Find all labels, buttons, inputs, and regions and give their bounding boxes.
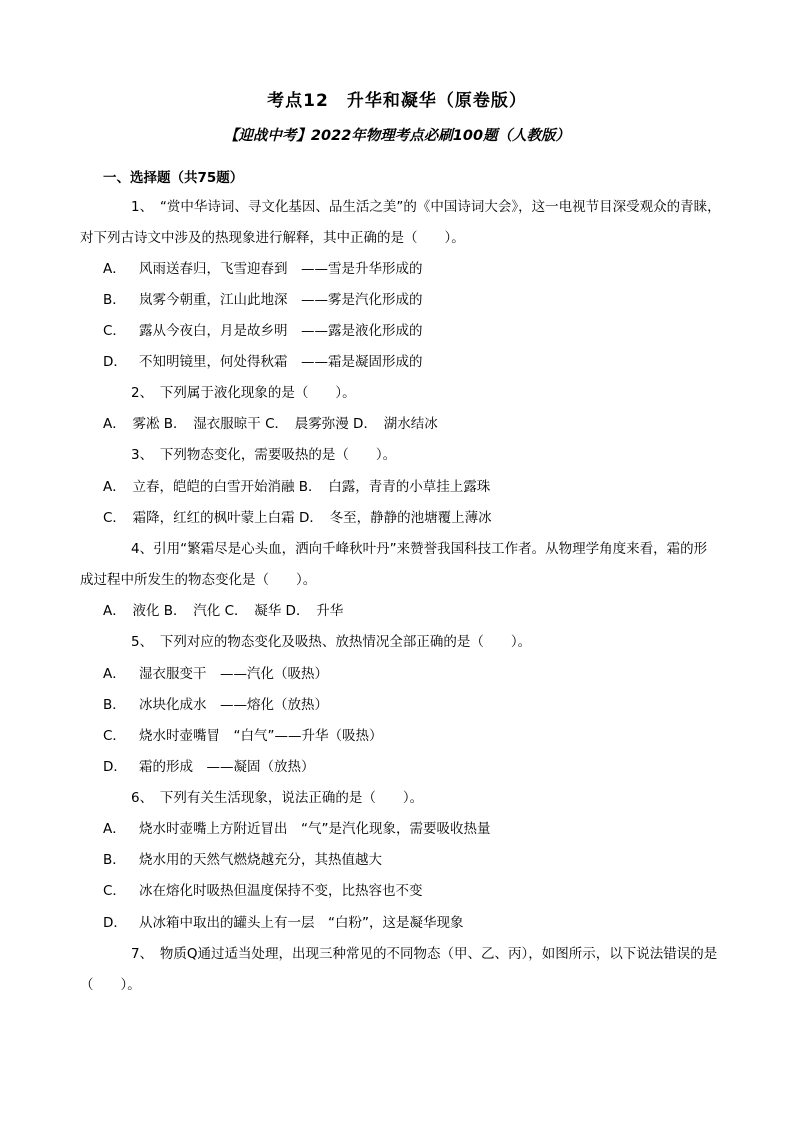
question-6-text: 6、 下列有关生活现象，说法正确的是（ ）。 [131, 790, 424, 806]
page-title: 考点12 升华和凝华（原卷版） [267, 91, 527, 111]
option-text: 冰在熔化时吸热但温度保持不变，比热容也不变 [139, 883, 423, 899]
question-1-text: 1、 “赏中华诗词、寻文化基因、品生活之美”的《中国诗词大会》，这一电视节目深受观众的青睐， [131, 199, 721, 215]
option-text: 风雨送春归，飞雪迎春到 ——雪是升华形成的 [139, 261, 423, 277]
option-text: 烧水时壶嘴冒 “白气”——升华（吸热） [139, 728, 383, 744]
question-7-text: 7、 物质Q通过适当处理，出现三种常见的不同物态（甲、乙、丙），如图所示，以下说法错误的是 [131, 946, 718, 962]
option-text: 烧水用的天然气燃烧越充分，其热值越大 [139, 852, 382, 868]
question-1-option-c [103, 321, 728, 341]
option-label: B． [103, 852, 126, 868]
question-6-option-d [103, 913, 728, 933]
question-6-option-c [103, 881, 728, 901]
option-text: 冰块化成水 ——熔化（放热） [139, 697, 328, 713]
option-text: 岚雾今朝重，江山此地深 ——雾是汽化形成的 [139, 292, 423, 308]
question-5-option-c [103, 726, 728, 746]
option-label: D． [103, 759, 127, 775]
question-5-option-d [103, 757, 728, 777]
question-4-options: A． 液化 B． 汽化 C． 凝华 D． 升华 [103, 603, 344, 619]
question-3-text: 3、 下列物态变化，需要吸热的是（ ）。 [131, 447, 397, 463]
option-text: 露从今夜白，月是故乡明 ——露是液化形成的 [139, 323, 423, 339]
option-text: 从冰箱中取出的罐头上有一层 “白粉”，这是凝华现象 [139, 915, 464, 931]
question-4-text-cont: 成过程中所发生的物态变化是（ ）。 [80, 572, 317, 588]
question-5-text: 5、 下列对应的物态变化及吸热、放热情况全部正确的是（ ）。 [131, 634, 532, 650]
option-text: 霜的形成 ——凝固（放热） [139, 759, 315, 775]
question-2-options: A． 雾凇 B． 湿衣服晾干 C． 晨雾弥漫 D． 湖水结冰 [103, 416, 438, 432]
question-3-options-cd: C． 霜降，红红的枫叶蒙上白霜 D． 冬至，静静的池塘覆上薄冰 [103, 510, 492, 526]
option-text: 不知明镜里，何处得秋霜 ——霜是凝固形成的 [139, 354, 423, 370]
question-6-option-b [103, 850, 728, 870]
option-label: A． [103, 666, 126, 682]
question-5-option-a [103, 664, 728, 684]
question-4-text: 4、引用“繁霜尽是心头血，洒向千峰秋叶丹”来赞誉我国科技工作者。从物理学角度来看，霜的形 [131, 541, 708, 557]
page-subtitle: 【迎战中考】2022年物理考点必刷100题（人教版） [223, 128, 571, 144]
option-label: B． [103, 292, 126, 308]
section-heading: 一、选择题（共75题） [103, 170, 244, 186]
question-1-option-a [103, 259, 728, 279]
option-text: 烧水时壶嘴上方附近冒出 “气”是汽化现象，需要吸收热量 [139, 821, 491, 837]
question-1-option-d [103, 352, 728, 372]
option-label: D． [103, 354, 127, 370]
option-text: 湿衣服变干 ——汽化（吸热） [139, 666, 328, 682]
question-3-options-ab: A． 立春，皑皑的白雪开始消融 B． 白露，青青的小草挂上露珠 [103, 479, 491, 495]
option-label: C． [103, 728, 126, 744]
option-label: D． [103, 915, 127, 931]
option-label: A． [103, 821, 126, 837]
option-label: C． [103, 883, 126, 899]
question-1-text-cont: 对下列古诗文中涉及的热现象进行解释，其中正确的是（ ）。 [80, 230, 465, 246]
question-5-option-b [103, 695, 728, 715]
question-1-option-b [103, 290, 728, 310]
option-label: A． [103, 261, 126, 277]
option-label: B． [103, 697, 126, 713]
question-6-option-a [103, 819, 728, 839]
question-2-text: 2、 下列属于液化现象的是（ ）。 [131, 385, 356, 401]
option-label: C． [103, 323, 126, 339]
question-7-text-cont: （ ）。 [80, 977, 141, 993]
